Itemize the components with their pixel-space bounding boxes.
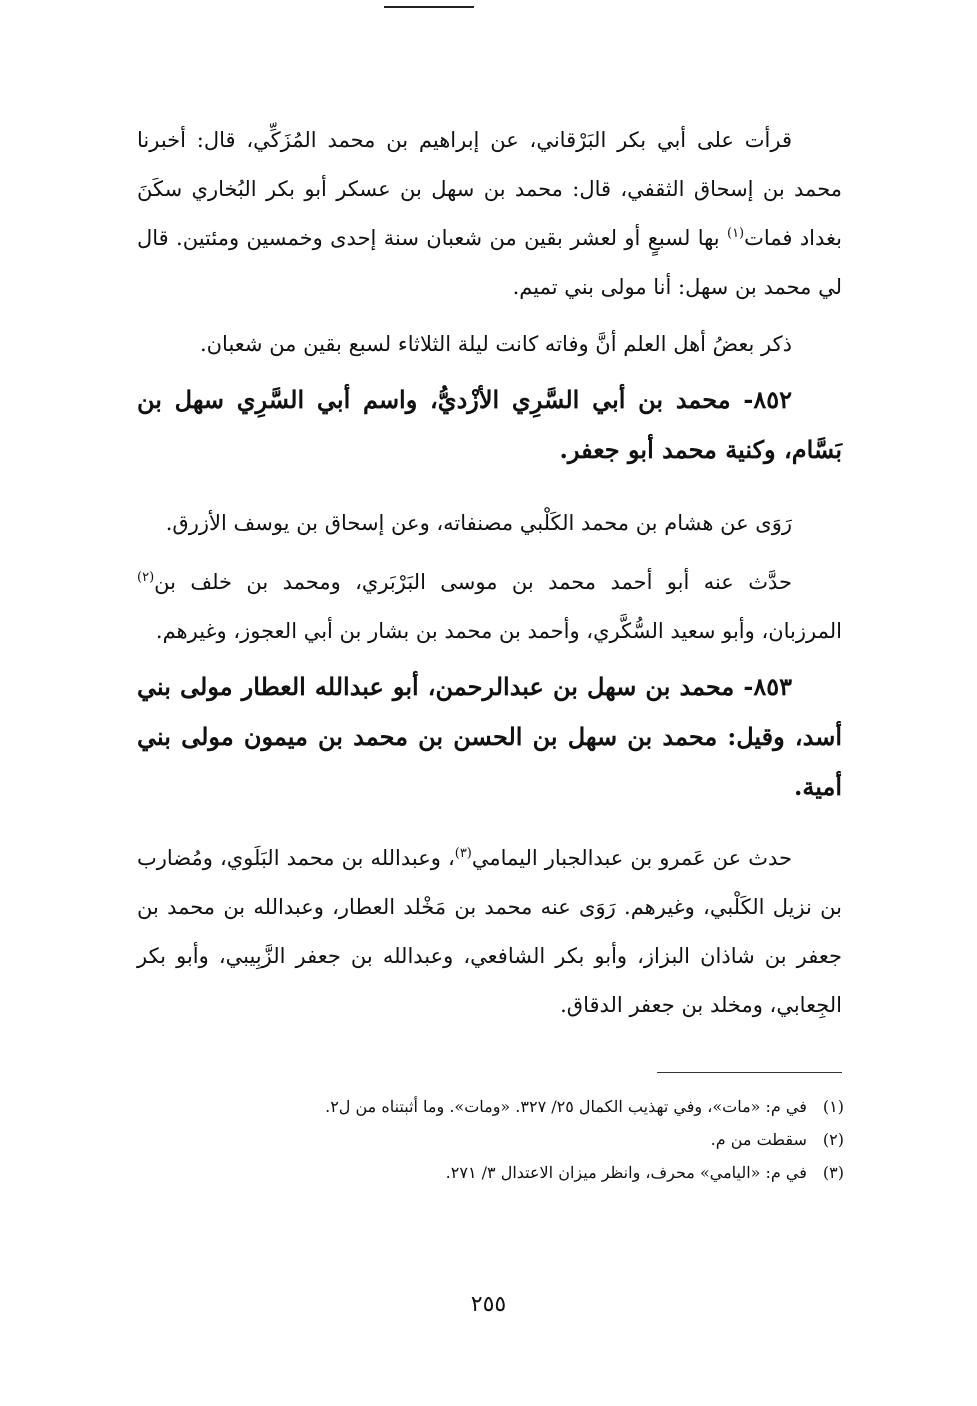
- footnote-3: (٣)في م: «اليامي» محرف، وانظر ميزان الاعتدال ٣/ ٢٧١.: [445, 1163, 844, 1182]
- footnote-2: (٢)سقطت من م.: [710, 1130, 844, 1149]
- entry-heading-853: ٨٥٣- محمد بن سهل بن عبدالرحمن، أبو عبدالله العطار مولى بني أسد، وقيل: محمد بن سهل بن الحسن بن محمد بن ميمون مولى بني أمية.: [137, 672, 842, 801]
- main-text: [137, 116, 842, 1030]
- page-number: ٢٥٥: [470, 1292, 507, 1317]
- paragraph-isnad: قرأت على أبي بكر البَرْقاني، عن إبراهيم بن محمد المُزَكِّي، قال: أخبرنا محمد بن إسحاق الثقفي، قال: محمد بن سهل بن عسكر أبو بكر البُخاري سكَنَ بغداد فمات$^{(١)}$ بها لسبعٍ أو لعشر بقين من شعبان سنة إحدى وخمسين ومئتين. قال لي محمد بن سهل: أنا مولى بني تميم.: [137, 128, 843, 299]
- paragraph-narrated-by: حدَّث عنه أبو أحمد محمد بن موسى البَرْبَري، ومحمد بن خلف بن$^{(٢)}$ المرزبان، وأبو سعيد السُّكَّري، وأحمد بن محمد بن بشار بن أبي العجوز، وغيرهم.: [137, 570, 842, 643]
- paragraph-death-note: ذكر بعضُ أهل العلم أنَّ وفاته كانت ليلة الثلاثاء لسبع بقين من شعبان.: [199, 332, 792, 356]
- entry-heading-852: ٨٥٢- محمد بن أبي السَّرِي الأزْديُّ، واسم أبي السَّرِي سهل بن بَسَّام، وكنية محمد أبو جعفر.: [137, 385, 842, 464]
- footnotes: [144, 1090, 844, 1189]
- paragraph-hadith-chain: حدث عن عَمرو بن عبدالجبار اليمامي$^{(٣)}$، وعبدالله بن محمد البَلَوي، ومُضارب بن نزيل الكَلْبي، وغيرهم. رَوَى عنه محمد بن مَخْلد العطار، وعبدالله بن محمد بن جعفر بن شاذان البزاز، وأبو بكر الشافعي، وعبدالله بن جعفر الزَّبِيبي، وأبو بكر الجِعابي، ومخلد بن جعفر الدقاق.: [137, 846, 842, 1017]
- footnote-separator: [657, 1072, 842, 1073]
- footnote-ref-1: (١): [726, 226, 745, 241]
- footnote-ref-2: (٢): [137, 570, 155, 585]
- footnote-1: (١)في م: «مات»، وفي تهذيب الكمال ٢٥/ ٣٢٧. «ومات». وما أثبتناه من ل٢.: [325, 1097, 844, 1116]
- paragraph-narrated-from: رَوَى عن هشام بن محمد الكَلْبي مصنفاته، وعن إسحاق بن يوسف الأزرق.: [165, 511, 792, 535]
- footnote-ref-3: (٣): [454, 846, 472, 861]
- header-rule: [384, 6, 474, 8]
